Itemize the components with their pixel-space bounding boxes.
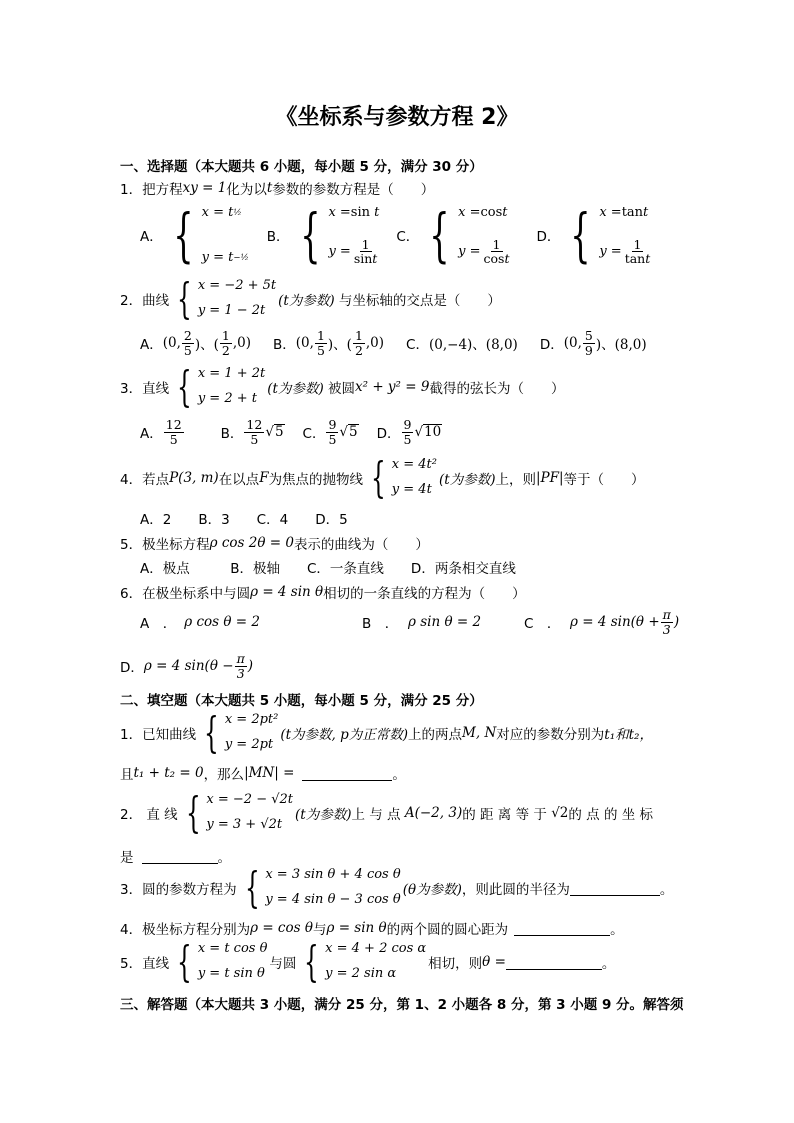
answer-blank-1[interactable] (302, 766, 392, 781)
section-fill-heading: 二、填空题（本大题共 5 小题，每小题 5 分，满分 25 分） (120, 693, 483, 709)
answer-blank-4[interactable] (514, 921, 610, 936)
section-choice-heading: 一、选择题（本大题共 6 小题，每小题 5 分，满分 30 分） (120, 159, 483, 175)
choice-question-4: 4．若点 P(3, m) 在以点 F 为焦点的抛物线 { x = 4t² y = 4t (t为参数) 上，则 |PF| 等于（ ） (120, 453, 645, 502)
answer-blank-5[interactable] (506, 955, 602, 970)
choice-question-1: 1．把方程 xy = 1 化为以 t 参数的参数方程是（ ） (120, 180, 435, 198)
fill-question-1-line2: 且 t₁ + t₂ = 0 ，那么 |MN| = 。 (120, 765, 406, 783)
choice-3-options: A． $\frac{12}{5}$ B． $\frac{12}{5}$ √ 5 C． $\frac{9}{5}$ √ 5 D． $\frac{9}{5}$ √ 10 (140, 417, 442, 447)
fill-question-2-line2: 是 。 (120, 850, 231, 866)
fill-question-1: 1．已知曲线 { x = 2pt² y = 2pt (t为参数, p为正常数) 上的两点 M, N 对应的参数分别为 t₁和t₂， (120, 708, 653, 757)
choice-6-options: A ． ρ cos θ = 2 B ． ρ sin θ = 2 C ． ρ = 4 sin(θ + $\frac{\pi}{3}$ ) (140, 607, 680, 637)
fill-question-5: 5．直线 { x = t cos θ y = t sin θ 与圆 { x = 4 + 2 cos α y = 2 sin α 相切，则 θ = 。 (120, 937, 616, 986)
choice-question-2: 2．曲线 { x = −2 + 5t y = 1 − 2t (t为参数) 与坐标轴的交点是（ ） (120, 274, 501, 323)
choice-6-option-d: D． ρ = 4 sin(θ − $\frac{\pi}{3}$ ) (120, 651, 254, 681)
page-title: 《坐标系与参数方程 2》 (275, 105, 519, 130)
answer-blank-2[interactable] (142, 849, 218, 864)
fill-question-3: 3．圆的参数方程为 { x = 3 sin θ + 4 cos θ y = 4 sin θ − 3 cos θ (θ为参数) ，则此圆的半径为 。 (120, 863, 674, 912)
choice-2-options: A． (0, $\frac{2}{5}$ )、( $\frac{1}{2}$ ,0) B． (0, $\frac{1}{5}$ )、( $\frac{1}{2}$ ,0) C． (0,−4)、(8,0) D． (0, $\frac{5}{9}$ )、(8,0) (140, 328, 647, 358)
answer-blank-3[interactable] (570, 881, 660, 896)
choice-5-options: A．极点 B．极轴 C．一条直线 D．两条相交直线 (140, 561, 516, 577)
fill-question-2: 2． 直 线 { x = −2 − √2t y = 3 + √2t (t为参数) 上 与 点 A(−2, 3) 的 距 离 等 于 √2 的 点 的 坐 标 (120, 788, 654, 837)
choice-4-options: A．2 B．3 C．4 D．5 (140, 512, 348, 528)
section-solve-heading: 三、解答题（本大题共 3 小题，满分 25 分，第 1、2 小题各 8 分，第 3 小题 9 分。解答须 (120, 997, 684, 1013)
choice-1-options: A． { x = t ½ y = t −½ B． { x = sin t y = 1 sin t C． { x = cos t y = 1 cos t D． { x = tan t y = 1 tan t (140, 201, 651, 269)
fill-question-4: 4．极坐标方程分别为 ρ = cos θ 与 ρ = sin θ 的两个圆的圆心距为 。 (120, 920, 624, 938)
choice-question-6: 6．在极坐标系中与圆 ρ = 4 sin θ 相切的一条直线的方程为（ ） (120, 584, 526, 602)
choice-question-5: 5．极坐标方程 ρ cos 2θ = 0 表示的曲线为（ ） (120, 535, 429, 553)
choice-question-3: 3．直线 { x = 1 + 2t y = 2 + t (t为参数) 被圆 x² + y² = 9 截得的弦长为（ ） (120, 362, 565, 411)
